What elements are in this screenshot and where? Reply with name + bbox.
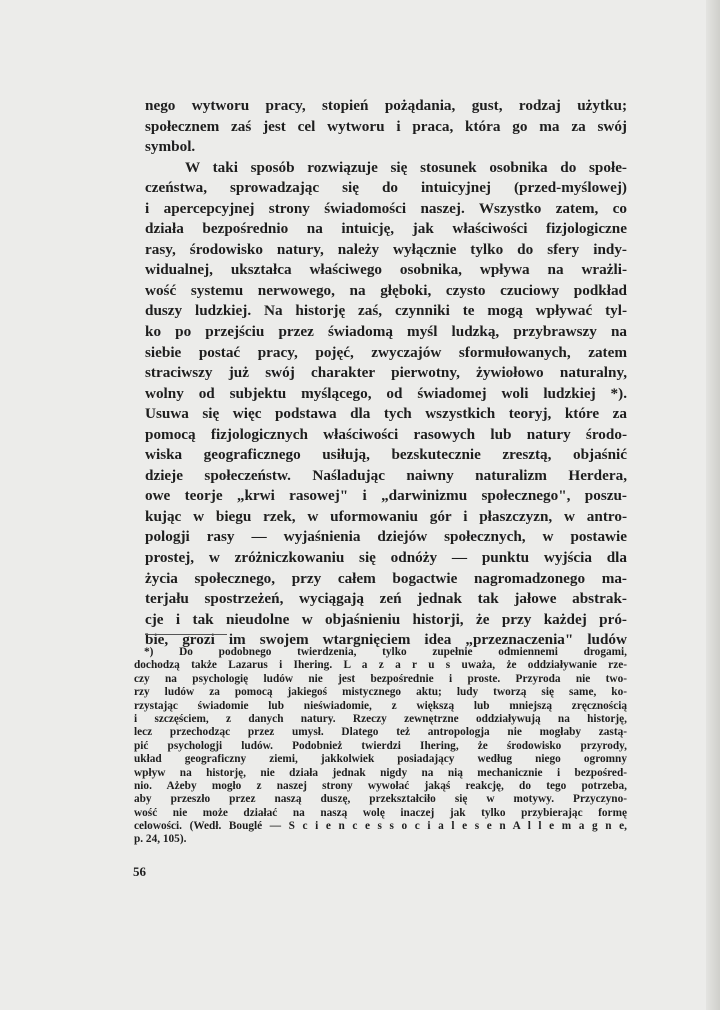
footnote-line: rzystając świadomie lub nieświadomie, z większą lub mniejszą zręcznością: [134, 699, 627, 712]
footnote-block: [134, 646, 627, 847]
main-text-block: [145, 96, 627, 651]
text-line: społecznem zaś jest cel wytworu i praca, która go ma za swój: [145, 117, 627, 135]
footnote-line: pić psychologji ludów. Podobnież twierdzi Ihering, że środowisko przyrody,: [134, 739, 627, 752]
text-line: symbol.: [145, 138, 196, 156]
text-line: wość systemu nerwowego, na głęboki, czysto czuciowy podkład: [145, 281, 627, 299]
text-line: cje i tak nieudolne w objaśnieniu historji, że przy każdej pró-: [145, 610, 627, 628]
text-line: straciwszy już swój charakter pierwotny, żywiołowo naturalny,: [145, 364, 627, 382]
text-line: dzieje społeczeństw. Naśladując naiwny naturalizm Herdera,: [145, 466, 627, 484]
page-edge-shadow: [706, 0, 720, 1010]
text-line: bie, grozi im swojem wtargnięciem idea „przeznaczenia" ludów: [145, 631, 627, 649]
footnote-line: i szczęściem, z danych natury. Rzeczy zewnętrzne oddziaływują na historję,: [134, 712, 627, 725]
text-line: nego wytworu pracy, stopień pożądania, gust, rodzaj użytku;: [145, 97, 627, 114]
footnote-line: celowości. (Wedł. Bouglé — S c i e n c e s s o c i a l e s e n A l l e m a g n e,: [134, 820, 627, 833]
text-line: pologji rasy — wyjaśnienia dziejów społecznych, w postawie: [145, 528, 627, 546]
text-line: wolny od subjektu myślącego, od świadomej woli ludzkiej *).: [145, 384, 627, 402]
footnote-line: aby przeszło przez naszą duszę, przekształciło się w motywy. Przyczyno-: [134, 793, 627, 806]
footnote-line: lecz przechodząc przez umysł. Dlatego też antropologja nie mogłaby zastą-: [134, 726, 627, 739]
text-line: życia społecznego, przy całem bogactwie nagromadzonego ma-: [145, 569, 627, 587]
text-line: duszy ludzkiej. Na historję zaś, czynniki te mogą wpływać tyl-: [145, 302, 627, 320]
text-line: wiska geograficznego usiłują, bezskutecznie zresztą, objaśnić: [145, 446, 627, 464]
text-line: rasy, środowisko natury, należy wyłącznie tylko do sfery indy-: [145, 240, 627, 258]
text-line: widualnej, ukształca właściwego osobnika, wpływa na wrażli-: [145, 261, 627, 279]
footnote-separator: [145, 634, 227, 635]
text-line: kując w biegu rzek, w uformowaniu gór i płaszczyzn, w antro-: [145, 507, 627, 525]
text-line: czeństwa, sprowadzając się do intuicyjnej (przed-myślowej): [145, 179, 627, 197]
text-line: terjału spostrzeżeń, wyciągają zeń jednak tak jałowe abstrak-: [145, 590, 627, 608]
page-number: 56: [133, 864, 146, 879]
footnote-line: rzy ludów za pomocą jakiegoś mistycznego aktu; ludy tworzą się same, ko-: [134, 686, 627, 699]
footnote-line: wość nie może działać na naszą wolę inaczej jak tylko przybierając formę: [134, 806, 627, 819]
footnote-line: p. 24, 105).: [134, 833, 187, 846]
text-line: Usuwa się więc podstawa dla tych wszystkich teoryj, które za: [145, 405, 627, 423]
text-line: działa bezpośrednio na intuicję, jak właściwości fizjologiczne: [145, 220, 627, 238]
footnote-line: dochodzą także Lazarus i Ihering. L a z a r u s uważa, że oddziaływanie rze-: [134, 659, 627, 672]
footnote-line: wpływ na historję, nie działa jednak nigdy na nią mechanicznie i bezpośred-: [134, 766, 627, 779]
text-line: prostej, w zróżniczkowaniu się odnóży — punktu wyjścia dla: [145, 549, 627, 567]
footnote-line: *) Do podobnego twierdzenia, tylko zupełnie odmiennemi drogami,: [144, 646, 627, 658]
text-line: i apercepcyjnej strony świadomości naszej. Wszystko zatem, co: [145, 199, 627, 217]
text-line: siebie postać pracy, pojęć, zwyczajów sformułowanych, zatem: [145, 343, 627, 361]
text-line: pomocą fizjologicznych właściwości rasowych lub natury środo-: [145, 425, 627, 443]
footnote-line: czy na psychologię ludów nie jest bezpośrednie i proste. Przyroda nie two-: [134, 672, 627, 685]
text-line: owe teorje „krwi rasowej" i „darwinizmu społecznego", poszu-: [145, 487, 627, 505]
footnote-line: układ geograficzny ziemi, jakkolwiek posiadający według niego ogromny: [134, 753, 627, 766]
footnote-line: nio. Ażeby mogło z naszej strony wywołać jakąś reakcję, do tego potrzeba,: [134, 779, 627, 792]
text-line: ko po przejściu przez świadomą myśl ludzką, przybrawszy na: [145, 323, 627, 341]
text-line: W taki sposób rozwiązuje się stosunek osobnika do społe-: [185, 158, 627, 176]
